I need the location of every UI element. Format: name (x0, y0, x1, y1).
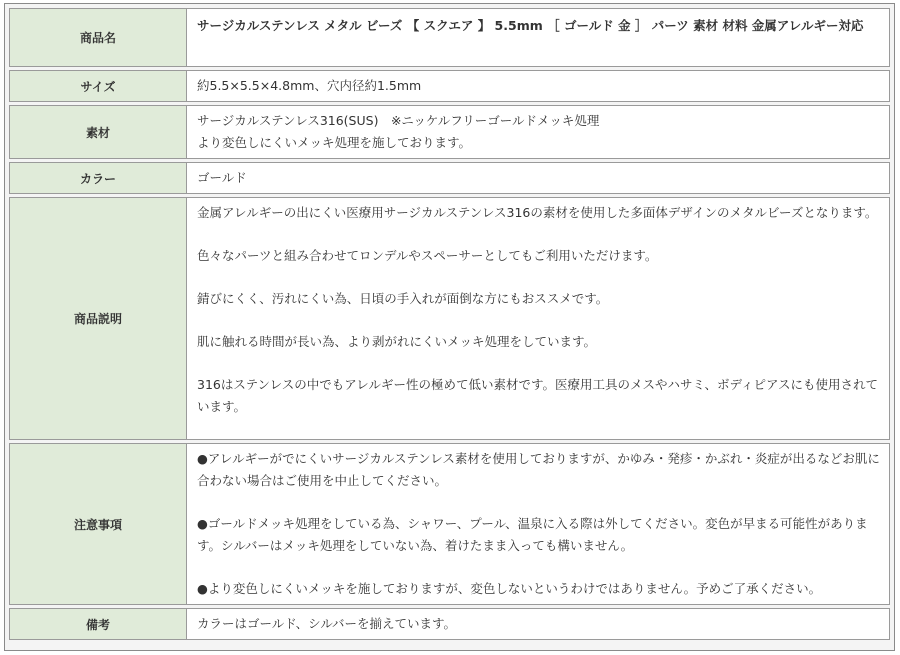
description-paragraph: 金属アレルギーの出にくい医療用サージカルステンレス316の素材を使用した多面体デザインのメタルビーズとなります。 (197, 205, 878, 220)
value-remarks: カラーはゴールド、シルバーを揃えています。 (187, 608, 890, 640)
value-material (187, 105, 890, 159)
label-product-name: 商品名 (9, 8, 187, 67)
notes-paragraph: ●より変色しにくいメッキを施しておりますが、変色しないというわけではありません。予めご了承ください。 (197, 581, 822, 596)
material-line-1: サージカルステンレス316(SUS) ※ニッケルフリーゴールドメッキ処理 (197, 113, 600, 128)
row-notes (9, 443, 890, 605)
label-material: 素材 (9, 105, 187, 159)
description-paragraph: 肌に触れる時間が長い為、より剥がれにくいメッキ処理をしています。 (197, 334, 597, 349)
row-material (9, 105, 890, 159)
row-product-name (9, 8, 890, 67)
row-description (9, 197, 890, 440)
label-size: サイズ (9, 70, 187, 102)
spec-table (9, 5, 890, 643)
row-remarks (9, 608, 890, 640)
description-paragraph: 色々なパーツと組み合わせてロンデルやスペーサーとしてもご利用いただけます。 (197, 248, 658, 263)
label-remarks: 備考 (9, 608, 187, 640)
row-size (9, 70, 890, 102)
spec-table-frame (4, 3, 895, 651)
label-color: カラー (9, 162, 187, 194)
value-description (187, 197, 890, 440)
material-line-2: より変色しにくいメッキ処理を施しております。 (197, 135, 472, 150)
label-description: 商品説明 (9, 197, 187, 440)
label-notes: 注意事項 (9, 443, 187, 605)
value-product-name: サージカルステンレス メタル ビーズ 【 スクエア 】 5.5mm ［ ゴールド 金 ］ パーツ 素材 材料 金属アレルギー対応 (187, 8, 890, 67)
value-size: 約5.5×5.5×4.8mm、穴内径約1.5mm (187, 70, 890, 102)
notes-paragraph: ●アレルギーがでにくいサージカルステンレス素材を使用しておりますが、かゆみ・発疹・かぶれ・炎症が出るなどお肌に合わない場合はご使用を中止してください。 (197, 451, 880, 488)
description-paragraph: 錆びにくく、汚れにくい為、日頃の手入れが面倒な方にもおススメです。 (197, 291, 609, 306)
description-paragraph: 316はステンレスの中でもアレルギー性の極めて低い素材です。医療用工具のメスやハサミ、ボディピアスにも使用されています。 (197, 377, 878, 414)
value-color: ゴールド (187, 162, 890, 194)
notes-paragraph: ●ゴールドメッキ処理をしている為、シャワー、プール、温泉に入る際は外してください。変色が早まる可能性があります。シルバーはメッキ処理をしていない為、着けたまま入っても構いません。 (197, 516, 868, 553)
row-color (9, 162, 890, 194)
value-notes (187, 443, 890, 605)
